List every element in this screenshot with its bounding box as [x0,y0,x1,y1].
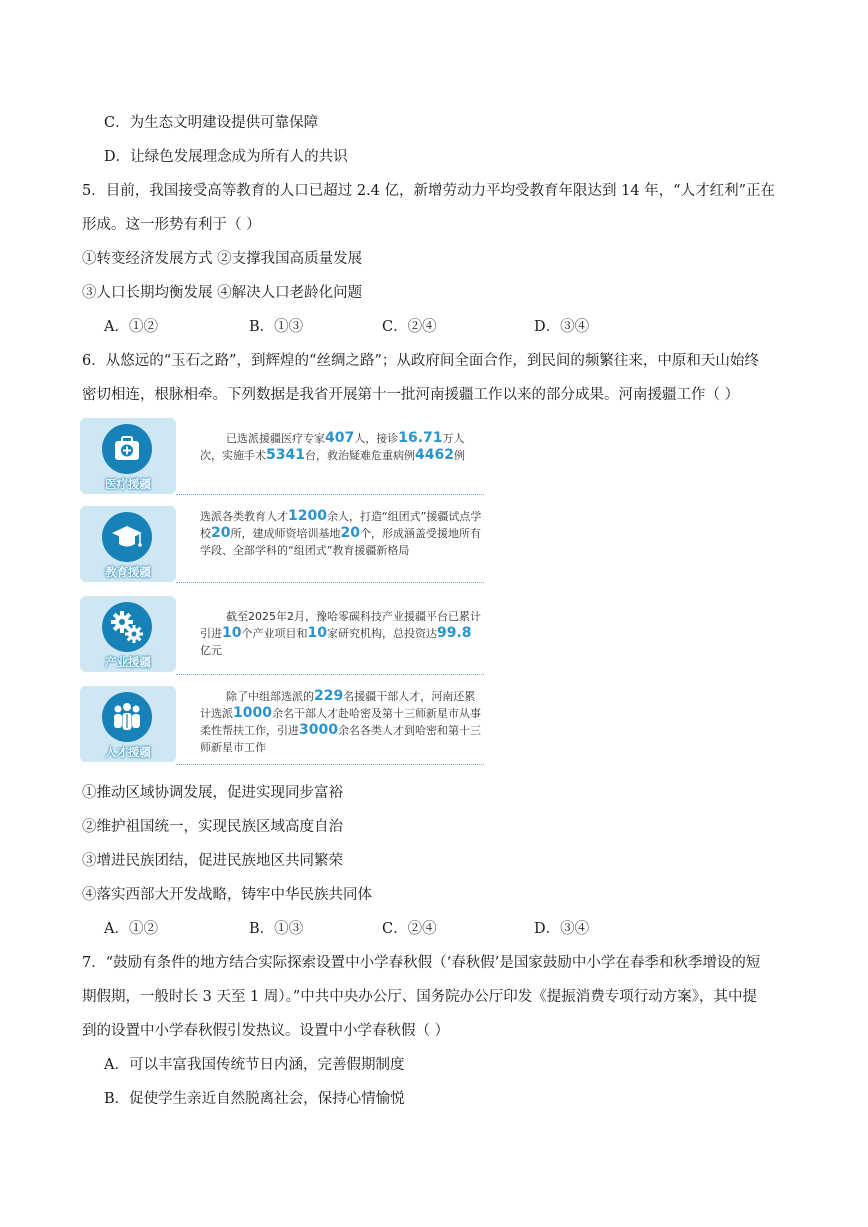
q6-option-d: D．③④ [534,921,590,937]
divider [176,494,484,495]
q7-stem-line1: 7．“鼓励有条件的地方结合实际探索设置中小学春秋假（‘春秋假’是国家鼓励中小学在春季和秋季增设的短 [82,955,761,971]
q5-options [104,317,704,337]
gears-icon [102,602,152,652]
q5-option-b: B．①③ [249,319,304,335]
divider [176,764,484,765]
card-talent-text: 除了中组部选派的229名援疆干部人才，河南还累计选派1000余名干部人才赴哈密及第十三师新星市从事柔性帮扶工作，引进3000余名各类人才到哈密和第十三师新星市工作 [200,688,481,754]
card-education [80,506,176,582]
q5-items-line1: ①转变经济发展方式 ②支撑我国高质量发展 [82,251,363,267]
stat-number: 99.8 [436,625,472,641]
q6-stem-line1: 6．从悠远的“玉石之路”，到辉煌的“丝绸之路”；从政府间全面合作，到民间的频繁往来，中原和天山始终 [82,353,759,369]
q6-option-a: A．①② [104,921,158,937]
q4-option-c: C．为生态文明建设提供可靠保障 [104,115,319,131]
q6-stem-line2: 密切相连，根脉相牵。下列数据是我省开展第十一批河南援疆工作以来的部分成果。河南援疆工作（ ） [82,387,740,403]
q5-option-d: D．③④ [534,319,590,335]
q6-option-c: C．②④ [382,921,437,937]
stat-number: 10 [222,625,242,641]
stat-number: 20 [340,525,360,541]
stat-number: 10 [307,625,327,641]
q6-option-b: B．①③ [249,921,304,937]
divider [176,582,484,583]
divider [176,674,484,675]
card-talent [80,686,176,762]
q7-stem-line3: 到的设置中小学春秋假引发热议。设置中小学春秋假（ ） [82,1023,450,1039]
q6-item-1: ①推动区域协调发展，促进实现同步富裕 [82,785,343,801]
stat-number: 3000 [299,722,338,738]
q7-option-a: A．可以丰富我国传统节日内涵，完善假期制度 [104,1057,405,1073]
medical-kit-icon [102,424,152,474]
people-icon [102,692,152,742]
stat-number: 1000 [233,705,272,721]
q6-item-4: ④落实西部大开发战略，铸牢中华民族共同体 [82,887,372,903]
card-education-text: 选派各类教育人才1200余人，打造“组团式”援疆试点学校20所，建成师资培训基地20个，形成涵盖受援地所有学段、全部学科的“组团式”教育援疆新格局 [200,508,482,557]
q6-item-3: ③增进民族团结，促进民族地区共同繁荣 [82,853,343,869]
stat-number: 16.71 [398,430,443,446]
q5-stem-line1: 5．目前，我国接受高等教育的人口已超过 2.4 亿，新增劳动力平均受教育年限达到 14 年，“人才红利”正在 [82,183,775,199]
stat-number: 5341 [266,447,305,463]
stat-number: 20 [211,525,231,541]
card-industry-label: 产业援疆 [105,655,151,669]
q5-option-c: C．②④ [382,319,437,335]
card-medical-text: 已选派援疆医疗专家407人，接诊16.71万人次，实施手术5341台，救治疑难危重病例4462例 [200,430,465,463]
stat-number: 4462 [414,447,454,463]
q7-option-b: B．促使学生亲近自然脱离社会，保持心情愉悦 [104,1091,405,1107]
card-talent-label: 人才援疆 [105,745,151,759]
q5-items-line2: ③人口长期均衡发展 ④解决人口老龄化问题 [82,285,363,301]
stat-number: 229 [314,688,344,704]
card-industry [80,596,176,672]
q5-option-a: A．①② [104,319,158,335]
card-medical [80,418,176,494]
graduation-cap-icon [102,512,152,562]
stat-number: 407 [325,430,355,446]
q6-options [104,919,704,939]
q4-option-d: D．让绿色发展理念成为所有人的共识 [104,149,348,165]
stat-number: 1200 [288,508,327,524]
card-industry-text: 截至2025年2月，豫哈零碳科技产业援疆平台已累计引进10个产业项目和10家研究机构，总投资达99.8亿元 [200,610,481,657]
card-medical-label: 医疗援疆 [105,477,151,491]
q7-stem-line2: 期假期，一般时长 3 天至 1 周）。”中共中央办公厅、国务院办公厅印发《提振消费专项行动方案》，其中提 [82,989,758,1005]
q6-item-2: ②维护祖国统一，实现民族区域高度自治 [82,819,343,835]
card-education-label: 教育援疆 [105,565,151,579]
q5-stem-line2: 形成。这一形势有利于（ ） [82,217,261,233]
